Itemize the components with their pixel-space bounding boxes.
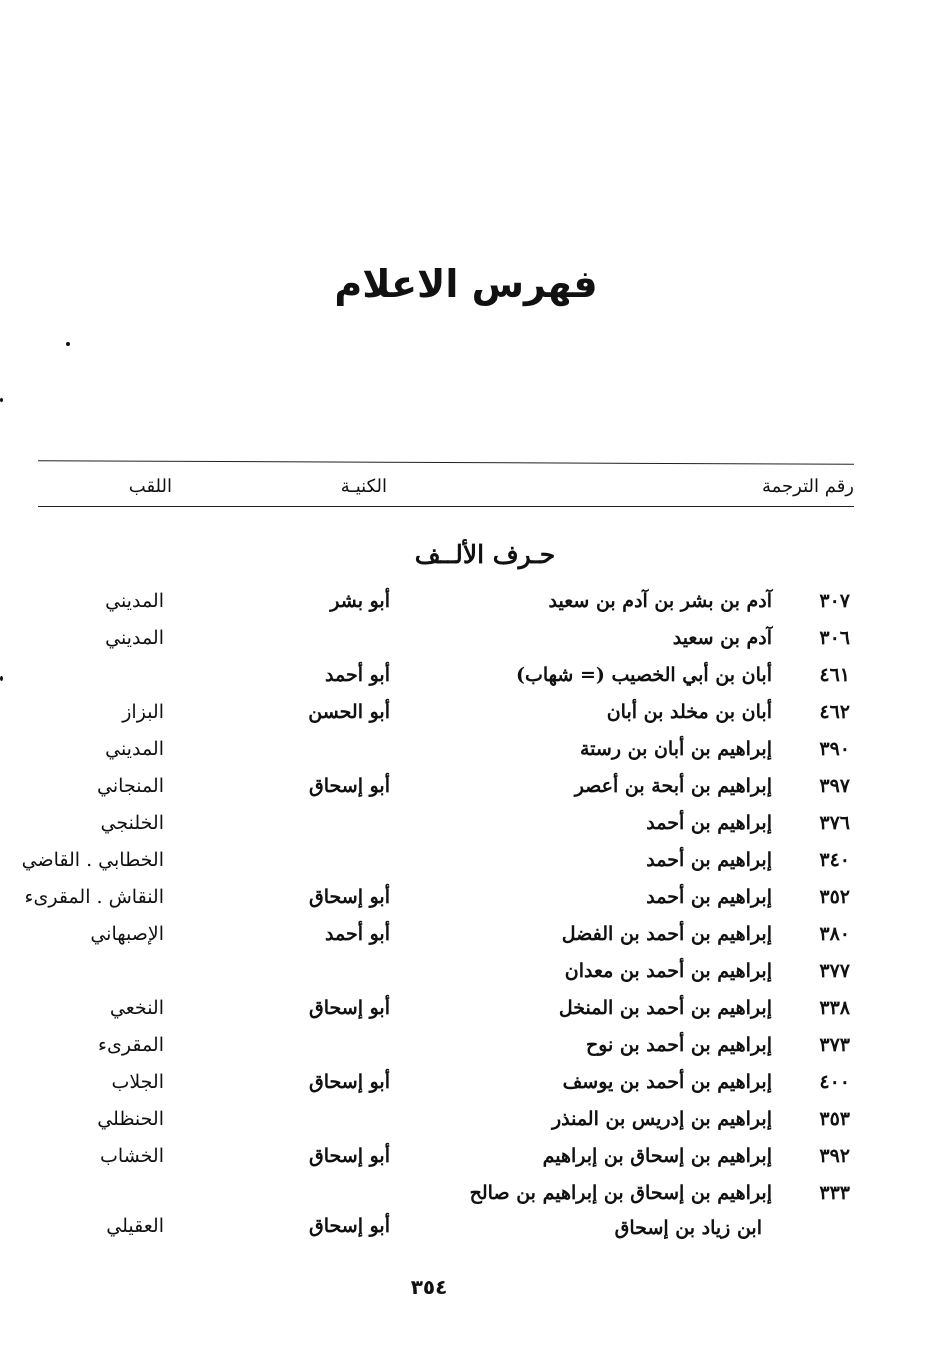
- entry-kunya: أبو إسحاق: [309, 775, 390, 797]
- entry-name: آدم بن بشر بن آدم بن سعيد: [548, 590, 772, 612]
- entry-number: ٣٠٧: [819, 590, 850, 612]
- entry-laqab: العقيلي: [106, 1215, 164, 1237]
- entry-kunya: أبو إسحاق: [309, 997, 390, 1019]
- entry-number: ٣٤٠: [819, 849, 850, 871]
- entry-name: إبراهيم بن إدريس بن المنذر: [551, 1108, 772, 1130]
- entry-laqab: الإصبهاني: [90, 923, 164, 945]
- entry-name: أبان بن أبي الخصيب (= شهاب): [516, 664, 772, 686]
- entry-laqab: الجلاب: [111, 1071, 164, 1093]
- entry-laqab: الخشاب: [100, 1145, 164, 1167]
- header-rule-top: [38, 460, 854, 465]
- scan-speck: [0, 398, 3, 402]
- entry-name: آدم بن سعيد: [672, 627, 772, 649]
- entry-number: ٣٧٦: [819, 812, 850, 834]
- table-row-continuation: [0, 1215, 932, 1252]
- entry-number: ٣٩٧: [819, 775, 850, 797]
- entry-number: ٣٣٨: [819, 997, 850, 1019]
- table-row: [0, 775, 932, 812]
- entry-name: إبراهيم بن أبان بن رستة: [579, 738, 772, 760]
- entry-name: إبراهيم بن أحمد بن معدان: [564, 960, 772, 982]
- entry-laqab: الخطابي . القاضي: [21, 849, 164, 871]
- entry-number: ٣٥٢: [819, 886, 850, 908]
- entry-laqab: المنجاني: [97, 775, 164, 797]
- table-row: [0, 960, 932, 997]
- entry-kunya: أبو بشر: [330, 590, 390, 612]
- entry-name: إبراهيم بن أحمد: [646, 886, 772, 908]
- header-translation-number: رقم الترجمة: [761, 476, 854, 497]
- entry-number: ٣٨٠: [819, 923, 850, 945]
- entry-name: إبراهيم بن إسحاق بن إبراهيم: [542, 1145, 772, 1167]
- entry-kunya: أبو أحمد: [325, 923, 390, 945]
- entry-name: إبراهيم بن أحمد بن المنخل: [558, 997, 772, 1019]
- table-row: [0, 812, 932, 849]
- header-rule-bottom: [38, 506, 854, 507]
- entry-name: أبان بن مخلد بن أبان: [606, 701, 772, 723]
- entry-laqab: المديني: [105, 627, 164, 649]
- page-number: ٣٥٤: [410, 1275, 448, 1299]
- table-row: [0, 1145, 932, 1182]
- scan-speck: [66, 342, 70, 346]
- entry-number: ٣٩٢: [819, 1145, 850, 1167]
- entry-laqab: البزاز: [122, 701, 164, 723]
- entry-laqab: الخلنجي: [100, 812, 164, 834]
- table-row: [0, 664, 932, 701]
- entry-laqab: المقرىء: [98, 1034, 164, 1056]
- table-row: [0, 1071, 932, 1108]
- entry-number: ٤٦١: [819, 664, 850, 686]
- entry-number: ٤٠٠: [819, 1071, 850, 1093]
- table-row: [0, 701, 932, 738]
- entry-laqab: المديني: [105, 738, 164, 760]
- entry-name: إبراهيم بن أحمد بن نوح: [585, 1034, 772, 1056]
- table-row: [0, 886, 932, 923]
- entry-number: ٣٠٦: [819, 627, 850, 649]
- entry-name: إبراهيم بن أحمد بن يوسف: [562, 1071, 772, 1093]
- entry-name: إبراهيم بن أحمد: [646, 812, 772, 834]
- entry-laqab: النخعي: [109, 997, 164, 1019]
- table-row: [0, 738, 932, 775]
- entry-number: ٣٧٧: [819, 960, 850, 982]
- table-row: [0, 1182, 932, 1219]
- entry-number: ٣٥٣: [819, 1108, 850, 1130]
- entry-name: إبراهيم بن أبحة بن أعصر: [574, 775, 772, 797]
- entry-kunya: أبو إسحاق: [309, 1215, 390, 1237]
- index-title: فهرس الاعلام: [334, 262, 598, 306]
- entry-kunya: أبو إسحاق: [309, 1145, 390, 1167]
- entry-laqab: النقاش . المقرىء: [24, 886, 164, 908]
- entry-laqab: الحنظلي: [97, 1108, 164, 1130]
- section-heading-alif: حـرف الألــف: [414, 540, 556, 569]
- table-row: [0, 923, 932, 960]
- entry-name: إبراهيم بن أحمد: [646, 849, 772, 871]
- entry-number: ٤٦٢: [819, 701, 850, 723]
- entry-name: إبراهيم بن إسحاق بن إبراهيم بن صالح: [469, 1182, 772, 1204]
- table-row: [0, 627, 932, 664]
- entry-number: ٣٩٠: [819, 738, 850, 760]
- table-row: [0, 1108, 932, 1145]
- entry-number: ٣٣٣: [819, 1182, 850, 1204]
- entry-kunya: أبو أحمد: [325, 664, 390, 686]
- scan-speck: [0, 676, 3, 681]
- entry-laqab: المديني: [105, 590, 164, 612]
- table-row: [0, 1034, 932, 1071]
- table-row: [0, 849, 932, 886]
- entry-kunya: أبو إسحاق: [309, 886, 390, 908]
- entry-name-continuation: ابن زياد بن إسحاق: [614, 1217, 762, 1239]
- entry-name: إبراهيم بن أحمد بن الفضل: [561, 923, 772, 945]
- header-laqab: اللقب: [128, 476, 172, 497]
- entry-kunya: أبو الحسن: [308, 701, 390, 723]
- header-kunya: الكنيـة: [340, 476, 387, 497]
- table-row: [0, 997, 932, 1034]
- entry-kunya: أبو إسحاق: [309, 1071, 390, 1093]
- entry-number: ٣٧٣: [819, 1034, 850, 1056]
- table-row: [0, 590, 932, 627]
